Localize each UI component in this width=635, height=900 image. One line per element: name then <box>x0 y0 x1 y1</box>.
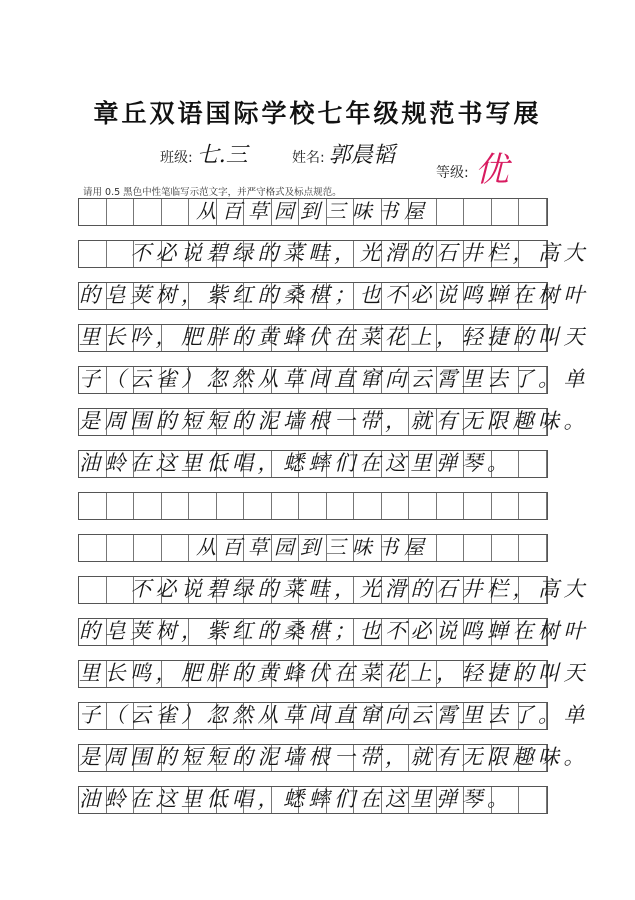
essay-text-line: 油蛉在这里低唱，蟋蟀们在这里弹琴。 <box>79 451 513 475</box>
essay-text-line: 是周围的短短的泥墙根一带，就有无限趣味。 <box>79 745 589 769</box>
page-title: 章丘双语国际学校七年级规范书写展 <box>93 99 542 128</box>
grid-row <box>78 282 589 310</box>
instruction-text: 请用 0.5 黑色中性笔临写示范文字，并严守格式及标点规范。 <box>83 187 342 198</box>
grid-row <box>78 324 589 352</box>
essay-text-line: 是周围的短短的泥墙根一带，就有无限趣味。 <box>79 409 589 433</box>
student-info <box>0 138 635 190</box>
writing-grid <box>78 198 589 828</box>
grid-row <box>78 744 589 772</box>
essay-text-line: 不必说碧绿的菜畦，光滑的石井栏，高大 <box>79 241 589 265</box>
grid-row <box>78 198 548 226</box>
name-label: 姓名: <box>292 150 325 166</box>
grade-value: 优 <box>474 150 509 190</box>
grid-row <box>78 660 589 688</box>
essay-text-line: 子（云雀）忽然从草间直窜向云霄里去了。单 <box>79 367 589 391</box>
essay-text-line: 的皂荚树，紫红的桑椹；也不必说鸣蝉在树叶 <box>79 619 589 643</box>
grade-field <box>436 138 509 190</box>
grid-row <box>78 534 548 562</box>
essay-text-line: 里长吟，肥胖的黄蜂伏在菜花上，轻捷的叫天 <box>79 325 589 349</box>
grid-row <box>78 408 589 436</box>
essay-text-line: 的皂荚树，紫红的桑椹；也不必说鸣蝉在树叶 <box>79 283 589 307</box>
grid-row <box>78 450 548 478</box>
grid-row <box>78 492 548 520</box>
essay-title-line: 从百草园到三味书屋 <box>196 535 430 559</box>
grid-row <box>78 702 589 730</box>
essay-text-line <box>79 489 547 521</box>
grade-label: 等级: <box>436 165 469 181</box>
grid-row <box>78 576 589 604</box>
name-value: 郭晨韬 <box>328 143 395 168</box>
grid-row <box>78 618 589 646</box>
grid-row <box>78 786 548 814</box>
grid-row <box>78 240 589 268</box>
class-label: 班级: <box>160 150 193 166</box>
class-field <box>160 138 248 169</box>
essay-text-line: 子（云雀）忽然从草间直窜向云霄里去了。单 <box>79 703 589 727</box>
name-field <box>292 138 395 169</box>
essay-text-line: 里长鸣，肥胖的黄蜂伏在菜花上，轻捷的叫天 <box>79 661 589 685</box>
essay-text-line: 不必说碧绿的菜畦，光滑的石井栏，高大 <box>79 577 589 601</box>
class-value: 七.三 <box>196 143 248 168</box>
essay-title-line: 从百草园到三味书屋 <box>196 199 430 223</box>
grid-row <box>78 366 589 394</box>
essay-text-line: 油蛉在这里低唱，蟋蟀们在这里弹琴。 <box>79 787 513 811</box>
